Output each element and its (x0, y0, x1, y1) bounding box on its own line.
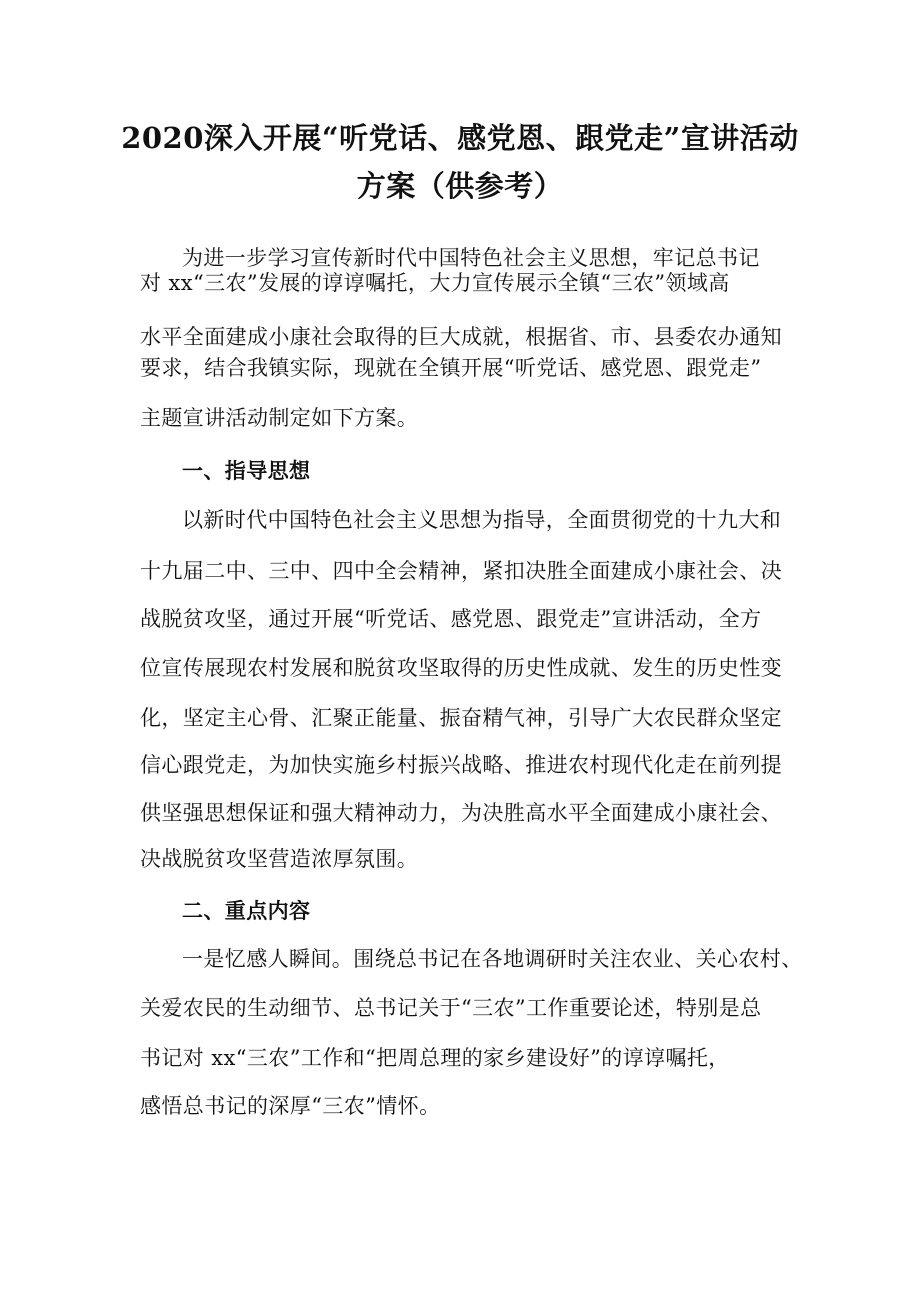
section2-line: 关爱农民的生动细节、总书记关于“三农”工作重要论述，特别是总 (140, 996, 762, 1020)
section1-line: 位宣传展现农村发展和脱贫攻坚取得的历史性成就、发生的历史性变 (140, 656, 782, 680)
section2-line: 书记对 xx“三农”工作和“把周总理的家乡建设好”的谆谆嘱托， (140, 1046, 730, 1070)
section2-line: 一是忆感人瞬间。围绕总书记在各地调研时关注农业、关心农村、 (182, 947, 803, 971)
document-title-line-2: 方案（供参考） (356, 169, 564, 203)
section1-line: 供坚强思想保证和强大精神动力，为决胜高水平全面建成小康社会、 (140, 801, 782, 825)
section1-line: 十九届二中、三中、四中全会精神，紧扣决胜全面建成小康社会、决 (140, 559, 782, 583)
section-heading-guiding-thought: 一、指导思想 (182, 458, 311, 483)
intro-line: 水平全面建成小康社会取得的巨大成就，根据省、市、县委农办通知 (140, 325, 782, 349)
section1-line: 战脱贫攻坚，通过开展“听党话、感党恩、跟党走”宣讲活动，全方 (140, 607, 762, 631)
section1-line: 信心跟党走，为加快实施乡村振兴战略、推进农村现代化走在前列提 (140, 753, 782, 777)
section1-line: 以新时代中国特色社会主义思想为指导，全面贯彻党的十九大和 (182, 508, 782, 532)
intro-line: 主题宣讲活动制定如下方案。 (140, 406, 419, 430)
section1-line: 化，坚定主心骨、汇聚正能量、振奋精气神，引导广大农民群众坚定 (140, 706, 782, 730)
section2-line: 感悟总书记的深厚“三农”情怀。 (140, 1094, 441, 1118)
intro-line: 要求，结合我镇实际，现就在全镇开展“听党话、感党恩、跟党走” (140, 356, 762, 380)
section1-line: 决战脱贫攻坚营造浓厚氛围。 (140, 847, 419, 871)
document-title-line-1: 2020深入开展“听党话、感党恩、跟党走”宣讲活动 (121, 121, 799, 155)
intro-line: 对 xx“三农”发展的谆谆嘱托，大力宣传展示全镇“三农”领域高 (140, 271, 730, 295)
section-heading-key-content: 二、重点内容 (182, 898, 311, 923)
intro-line: 为进一步学习宣传新时代中国特色社会主义思想，牢记总书记 (182, 246, 760, 270)
